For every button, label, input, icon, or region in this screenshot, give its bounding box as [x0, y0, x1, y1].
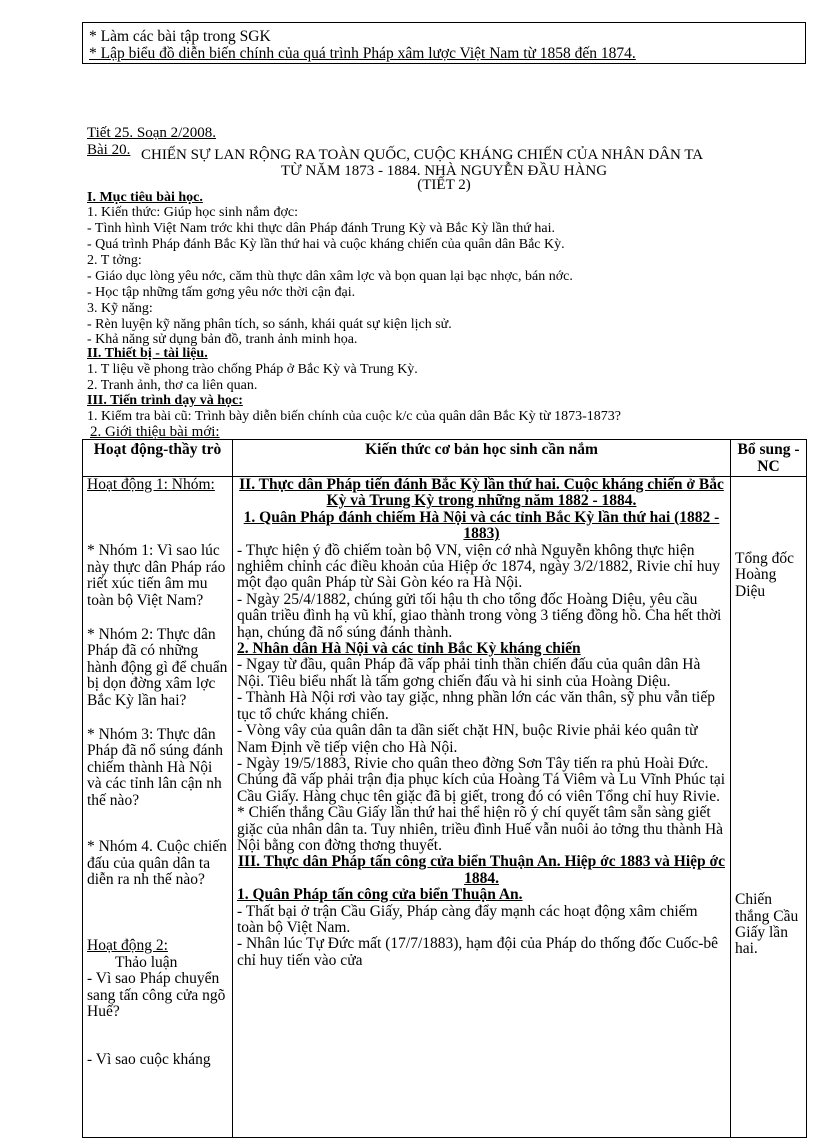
content-paragraph: - Thành Hà Nội rơi vào tay giặc, nhng phần lớn các văn thân, sỹ phu vẫn tiếp tục tổ chức kháng chiến. [237, 689, 715, 723]
objective-line: - Rèn luyện kỹ năng phân tích, so sánh, khái quát sự kiện lịch sử. [87, 317, 452, 332]
table-header: Bổ sung - NC [731, 440, 807, 477]
objective-line: 1. Kiến thức: Giúp học sinh nắm đợc: [87, 205, 298, 220]
objective-line: 2. T tởng: [87, 253, 142, 268]
objectives-heading: I. Mục tiêu bài học. [87, 190, 203, 205]
objective-line: - Khả năng sử dụng bản đồ, tranh ảnh minh họa. [87, 332, 358, 347]
objective-line: - Học tập những tấm gơng yêu nớc thời cận đại. [87, 285, 356, 300]
process-line: 1. Kiểm tra bài cũ: Trình bày diễn biến chính của cuộc k/c của quân dân Bắc Kỳ từ 1873-1873? [87, 409, 622, 424]
activity-2-subheading: Thảo luận [115, 953, 178, 971]
intro-line: 2. Giới thiệu bài mới: [90, 424, 220, 440]
table-header: Hoạt động-thầy trò [83, 440, 233, 477]
subsection-heading: 1. Quân Pháp đánh chiếm Hà Nội và các tỉnh Bắc Kỳ lần thứ hai (1882 - 1883) [243, 508, 720, 543]
objective-line: 3. Kỹ năng: [87, 301, 153, 316]
process-heading: III. Tiến trình dạy và học: [87, 393, 243, 408]
lesson-title-line-2: TỪ NĂM 1873 - 1884. NHÀ NGUYỄN ĐẦU HÀNG [280, 163, 608, 179]
activity-2-heading: Hoạt động 2: [87, 937, 168, 955]
subsection-heading: 1. Quân Pháp tấn công cửa biển Thuận An. [237, 886, 523, 904]
activity-1-heading: Hoạt động 1: Nhóm: [87, 477, 215, 493]
subsection-heading: 2. Nhân dân Hà Nội và các tỉnh Bắc Kỳ kháng chiến [237, 640, 581, 658]
section-heading: II. Thực dân Pháp tiến đánh Bắc Kỳ lần thứ hai. Cuộc kháng chiến ở Bắc Kỳ và Trung Kỳ trong những năm 1882 - 1884. [239, 477, 724, 510]
group-3-question: * Nhóm 3: Thực dân Pháp đã nổ súng đánh chiếm thành Hà Nội và các tỉnh lân cận nh thế nào? [87, 726, 224, 809]
content-paragraph: - Vòng vây của quân dân ta dần siết chặt HN, buộc Rivie phải kéo quân từ Nam Định về tiếp viện cho Hà Nội. [237, 722, 698, 756]
equipment-line: 1. T liệu về phong trào chống Pháp ở Bắc Kỳ và Trung Kỳ. [87, 362, 418, 377]
homework-box [82, 22, 806, 64]
content-paragraph: - Ngày 19/5/1883, Rivie cho quân theo đờng Sơn Tây tiến ra phủ Hoài Đức. Chúng đã vấp phải trận địa phục kích của Hoàng Tá Viêm và Lu Vĩnh Phúc tại Cầu Giấy. Hàng chục tên giặc đã bị giết, trong đó có viên Tổng chỉ huy Rivie. [237, 754, 726, 805]
objective-line: - Tình hình Việt Nam trớc khi thực dân Pháp đánh Trung Kỳ và Bắc Kỳ lần thứ hai. [87, 221, 555, 236]
content-paragraph: - Ngày 25/4/1882, chúng gửi tối hậu th cho tổng đốc Hoàng Diệu, yêu cầu quân triều đình hạ vũ khí, giao thành trong vòng 3 tiếng đồng hồ. Cha hết thời hạn, chúng đã nổ súng đánh thành. [237, 590, 722, 641]
objective-line: - Giáo dục lòng yêu nớc, căm thù thực dân xâm lợc và bọn quan lại bạc nhợc, bán nớc. [87, 269, 573, 284]
equipment-line: 2. Tranh ảnh, thơ ca liên quan. [87, 378, 258, 393]
content-paragraph: - Thực hiện ý đồ chiếm toàn bộ VN, viện cớ nhà Nguyễn không thực hiện nghiêm chỉnh các điều khoản của Hiệp ớc 1874, ngày 3/2/1882, Rivie chỉ huy một đạo quân Pháp từ Sài Gòn kéo ra Hà Nội. [237, 541, 720, 592]
homework-line-2: * Lập biểu đồ diễn biến chính của quá trình Pháp xâm lược Việt Nam từ 1858 đến 1874. [89, 45, 636, 62]
table-header: Kiến thức cơ bản học sinh cần nắm [233, 440, 731, 477]
lesson-number: Bài 20. [87, 142, 131, 158]
homework-line-1: * Làm các bài tập trong SGK [89, 28, 271, 45]
discussion-question: - Vì sao cuộc kháng [87, 1051, 211, 1069]
objective-line: - Quá trình Pháp đánh Bắc Kỳ lần thứ hai và cuộc kháng chiến của quân dân Bắc Kỳ. [87, 237, 565, 252]
notes-cell [731, 477, 807, 1138]
content-paragraph: - Nhân lúc Tự Đức mất (17/7/1883), hạm đội của Pháp do thống đốc Cuốc-bê chỉ huy tiến vào cửa [237, 935, 718, 969]
group-1-question: * Nhóm 1: Vì sao lúc này thực dân Pháp ráo riết xúc tiến âm mu toàn bộ Việt Nam? [87, 542, 226, 609]
note-cau-giay: Chiến thắng Cầu Giấy lần hai. [735, 891, 799, 958]
lesson-table [82, 439, 807, 1138]
note-hoang-dieu: Tổng đốc Hoàng Diệu [735, 550, 794, 600]
content-paragraph: - Thất bại ở trận Cầu Giấy, Pháp càng đẩy mạnh các hoạt động xâm chiếm toàn bộ Việt Nam. [237, 902, 698, 936]
group-4-question: * Nhóm 4. Cuộc chiến đấu của quân dân ta diễn ra nh thế nào? [87, 838, 227, 888]
content-cell [233, 477, 731, 1138]
group-2-question: * Nhóm 2: Thực dân Pháp đã có những hành động gì để chuẩn bị dọn đờng xâm lợc Bắc Kỳ lần hai? [87, 626, 228, 709]
lesson-title-line-3: (TIẾT 2) [417, 177, 471, 193]
table-header-row [83, 440, 807, 477]
section-heading: III. Thực dân Pháp tấn công cửa biển Thuận An. Hiệp ớc 1883 và Hiệp ớc 1884. [238, 853, 725, 887]
lesson-meta: Tiết 25. Soạn 2/2008. [87, 125, 217, 141]
equipment-heading: II. Thiết bị - tài liệu. [87, 346, 208, 361]
content-paragraph: * Chiến thắng Cầu Giấy lần thứ hai thể hiện rõ ý chí quyết tâm sẵn sàng giết giặc của nhân dân ta. Tuy nhiên, triều đình Huế vẫn nuôi ảo tởng thu thành Hà Nội bằng con đờng thơng thuyết. [237, 804, 724, 854]
activities-cell [83, 477, 233, 1138]
content-paragraph: - Ngay từ đầu, quân Pháp đã vấp phải tinh thần chiến đấu của quân dân Hà Nội. Tiêu biểu nhất là tấm gơng chiến đấu và hi sinh của Hoàng Diệu. [237, 656, 701, 690]
discussion-question: - Vì sao Pháp chuyển sang tấn công cửa ngõ Huế? [87, 970, 226, 1020]
lesson-title-line-1: CHIẾN SỰ LAN RỘNG RA TOÀN QUỐC, CUỘC KHÁNG CHIẾN CỦA NHÂN DÂN TA [141, 147, 704, 163]
table-row [83, 477, 807, 1138]
